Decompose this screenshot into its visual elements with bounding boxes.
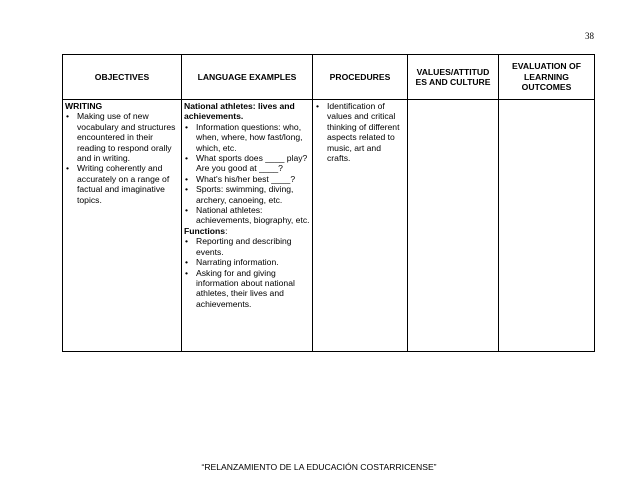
list-item: • What's his/her best ____? [184, 174, 310, 184]
table-row [63, 100, 595, 352]
procedures-cell [313, 100, 408, 352]
list-item: • Writing coherently and accurately on a range of factual and imaginative topics. [65, 163, 179, 205]
list-item: • Narrating information. [184, 257, 310, 267]
header-evaluation: EVALUATION OF LEARNING OUTCOMES [499, 55, 595, 100]
procedures-list [315, 101, 405, 163]
list-item: • Identification of values and critical thinking of different aspects related to music, art and crafts. [315, 101, 405, 163]
list-item: • What sports does ____ play? Are you good at ____? [184, 153, 310, 174]
header-language-examples: LANGUAGE EXAMPLES [182, 55, 313, 100]
language-title: National athletes: lives and achievements. [184, 101, 295, 122]
functions-title: Functions [184, 225, 226, 236]
footer-text: “RELANZAMIENTO DE LA EDUCACIÓN COSTARRICENSE” [201, 462, 437, 472]
header-values-attitudes: VALUES/ATTITUD ES AND CULTURE [408, 55, 499, 100]
language-cell [182, 100, 313, 352]
functions-heading [184, 226, 310, 236]
header-objectives: OBJECTIVES [63, 55, 182, 100]
list-item: • National athletes: achievements, biography, etc. [184, 205, 310, 226]
list-item: • Sports: swimming, diving, archery, canoeing, etc. [184, 184, 310, 205]
header-procedures: PROCEDURES [313, 55, 408, 100]
objectives-cell [63, 100, 182, 352]
language-list [184, 122, 310, 226]
objectives-title: WRITING [65, 101, 103, 111]
values-cell [408, 100, 499, 352]
objectives-list [65, 111, 179, 205]
list-item: • Making use of new vocabulary and structures encountered in their reading to respond orally and in writing. [65, 111, 179, 163]
page-number: 38 [585, 31, 594, 41]
list-item: • Asking for and giving information about national athletes, their lives and achievements. [184, 268, 310, 310]
functions-list [184, 236, 310, 309]
lesson-plan-table [62, 54, 595, 352]
header-row [63, 55, 595, 100]
list-item: • Information questions: who, when, where, how fast/long, which, etc. [184, 122, 310, 153]
functions-colon: : [225, 225, 228, 236]
evaluation-cell [499, 100, 595, 352]
list-item: • Reporting and describing events. [184, 236, 310, 257]
